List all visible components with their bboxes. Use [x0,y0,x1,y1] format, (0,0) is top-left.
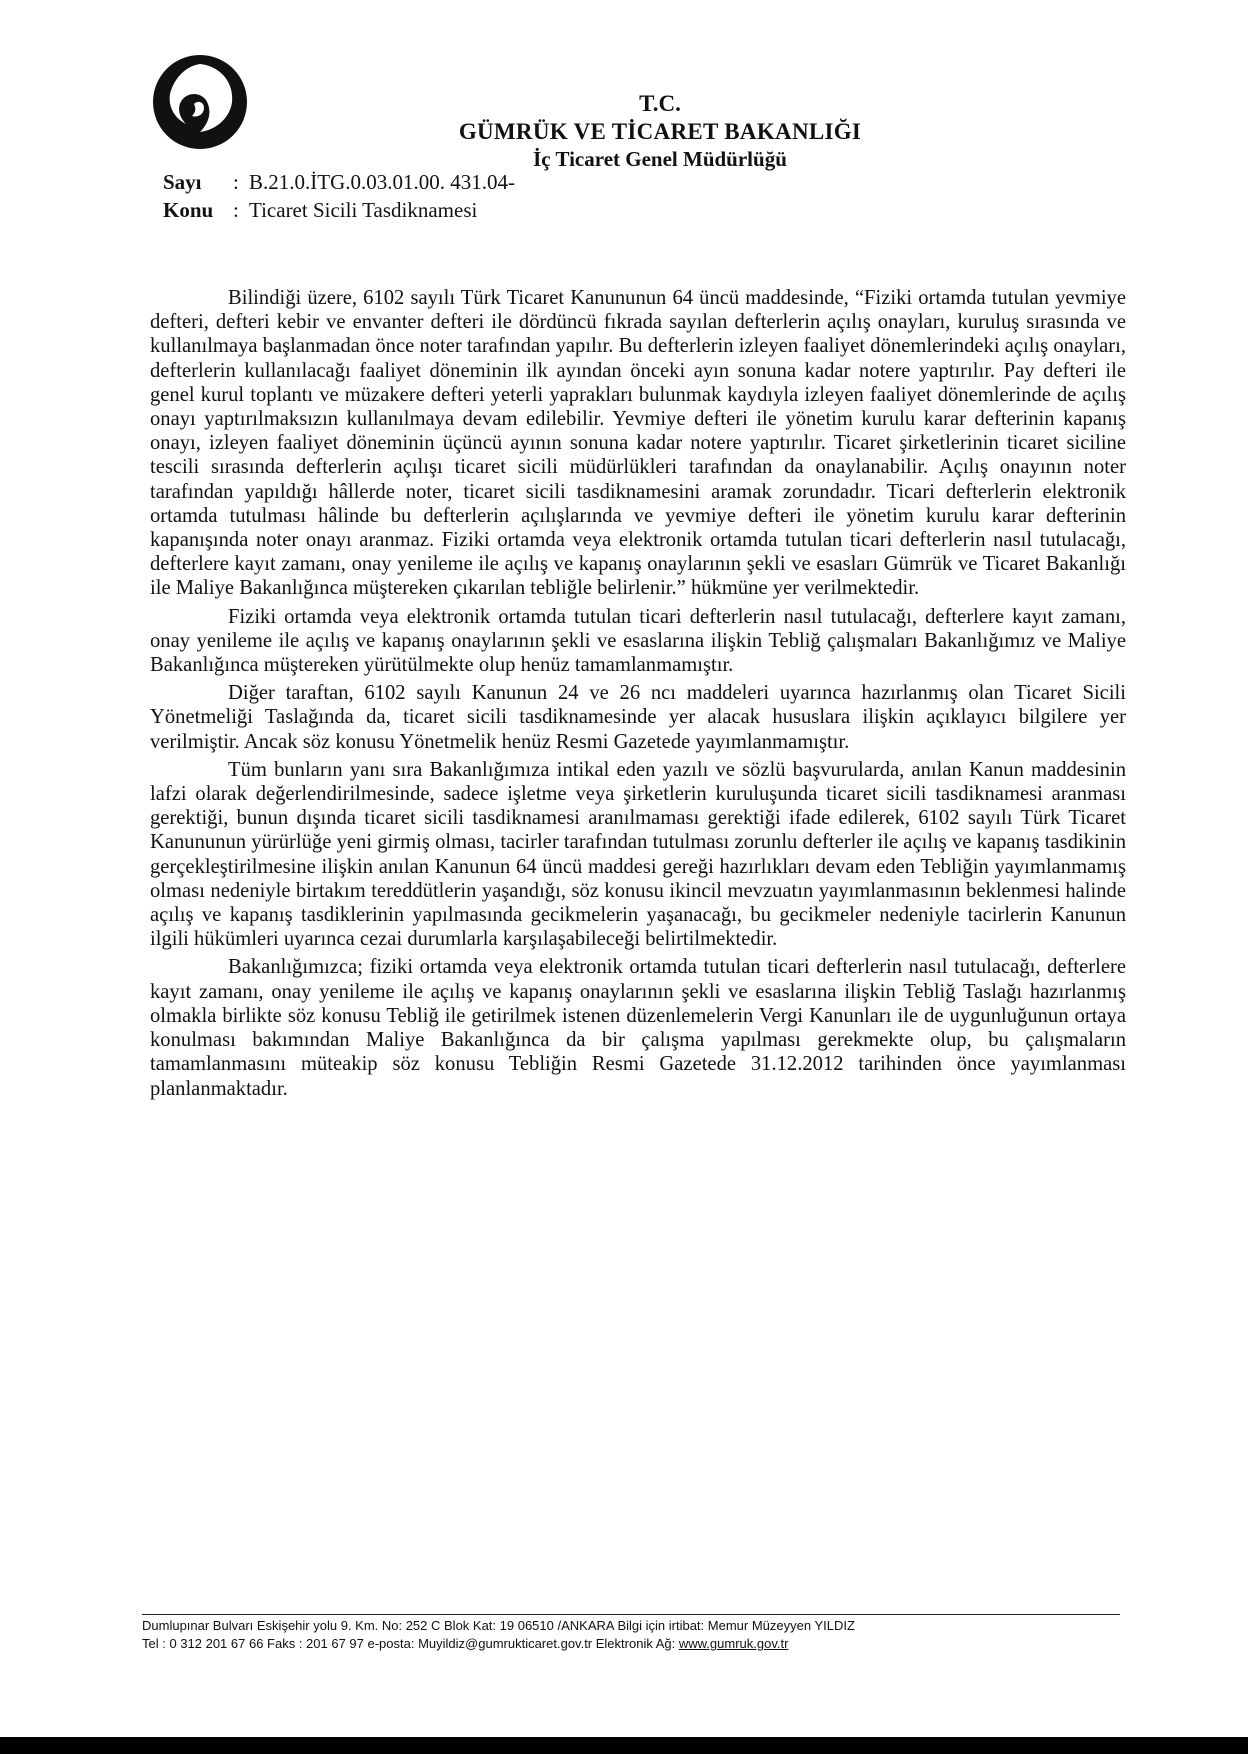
paragraph: Fiziki ortamda veya elektronik ortamda tutulan ticari defterlerin nasıl tutulacağı, defterlere kayıt zamanı, onay yenileme ile açılış ve kapanış onaylarının şekli ve esaslarına ilişkin Tebliğ çalışmaları Bakanlığımız ve Maliye Bakanlığınca müştereken yürütülmekte olup henüz tamamlanmamıştır. [150,605,1126,677]
footer-contact-text: Tel : 0 312 201 67 66 Faks : 201 67 97 e-posta: Muyildiz@gumrukticaret.gov.tr Elektronik Ağ: [142,1636,679,1651]
konu-label: Konu [163,198,214,222]
footer-address: Dumlupınar Bulvarı Eskişehir yolu 9. Km. No: 252 C Blok Kat: 19 06510 /ANKARA Bilgi için irtibat: Memur Müzeyyen YILDIZ [142,1618,855,1633]
letterhead [380,90,940,172]
sayi-value: B.21.0.İTG.0.03.01.00. 431.04- [249,170,515,194]
letter-body [150,286,1126,1105]
paragraph: Bilindiği üzere, 6102 sayılı Türk Ticaret Kanununun 64 üncü maddesinde, “Fiziki ortamda tutulan yevmiye defteri, defteri kebir ve envanter defteri ile dördüncü fıkrada sayılan defterlerin açılış onayları, kuruluş sırasında ve kullanılmaya başlanmadan önce noter tarafından yapılır. Bu defterlerin izleyen faaliyet dönemlerindeki açılış onayları, defterlerin kullanılacağı faaliyet döneminin ilk ayından önceki ayın sonuna kadar notere yaptırılır. Pay defteri ile genel kurul toplantı ve müzakere defteri yeterli yaprakları bulunmak kaydıyla izleyen faaliyet dönemlerinde de açılış onayı yaptırılmaksızın kullanılmaya devam edilebilir. Yevmiye defteri ile yönetim kurulu karar defterinin kapanış onayı, izleyen faaliyet döneminin üçüncü ayının sonuna kadar notere yaptırılır. Ticaret şirketlerinin ticaret siciline tescili sırasında defterlerin açılışı ticaret sicili müdürlükleri tarafından da onaylanabilir. Açılış onayının noter tarafından yapıldığı hâllerde noter, ticaret sicili tasdiknamesini aramak zorundadır. Ticari defterlerin elektronik ortamda tutulması hâlinde bu defterlerin açılışlarında ve yevmiye defteri ile yönetim kurulu karar defterinin kapanışında noter onayı aranmaz. Fiziki ortamda veya elektronik ortamda tutulan ticari defterlerin nasıl tutulacağı, defterlere kayıt zamanı, onay yenileme ile açılış ve kapanış onaylarının şekli ve esasları Gümrük ve Ticaret Bakanlığı ile Maliye Bakanlığınca müştereken çıkarılan tebliğle belirlenir.” hükmüne yer verilmektedir. [150,287,1126,600]
website-link[interactable]: www.gumruk.gov.tr [678,1636,789,1651]
ministry-name: GÜMRÜK VE TİCARET BAKANLIĞI [458,119,862,144]
konu-value: Ticaret Sicili Tasdiknamesi [249,198,478,222]
document-meta [163,168,515,224]
sayi-row [163,168,515,196]
paragraph: Bakanlığımızca; fiziki ortamda veya elektronik ortamda tutulan ticari defterlerin nasıl tutulacağı, defterlere kayıt zamanı, onay yenileme ile açılış ve kapanış onaylarının şekli ve esaslarına ilişkin Tebliğ Taslağı hazırlanmış olmakla birlikte söz konusu Tebliğ ile getirilmek istenen düzenlemelerin Vergi Kanunları ile de uygunluğunun ortaya konulması bakımından Maliye Bakanlığınca da bir çalışma yapılması gerekmekte olup, bu çalışmaların tamamlanmasını müteakip söz konusu Tebliğin Resmi Gazetede 31.12.2012 tarihinden önce yayımlanması planlanmaktadır. [150,956,1126,1100]
footer-contact [142,1635,1120,1653]
republic-abbreviation: T.C. [639,91,681,116]
paragraph: Diğer taraftan, 6102 sayılı Kanunun 24 ve 26 ncı maddeleri uyarınca hazırlanmış olan Ticaret Sicili Yönetmeliği Taslağında da, ticaret sicili tasdiknamesinde yer alacak hususlara ilişkin açıklayıcı bilgilere yer verilmiştir. Ancak söz konusu Yönetmelik henüz Resmi Gazetede yayımlanmamıştır. [150,682,1126,753]
footer [142,1614,1120,1653]
directorate-name: İç Ticaret Genel Müdürlüğü [533,147,787,171]
ministry-logo-icon [150,52,250,152]
sayi-label: Sayı [163,170,202,194]
konu-separator: : [233,198,239,222]
sayi-separator: : [233,170,239,194]
konu-row [163,196,515,224]
scan-border [0,1737,1248,1754]
paragraph: Tüm bunların yanı sıra Bakanlığımıza intikal eden yazılı ve sözlü başvurularda, anılan Kanun maddesinin lafzi olarak değerlendirilmesinde, sadece işletme veya şirketlerin kuruluşunda ticaret sicili tasdiknamesi aranması gerektiği, bunun dışında ticaret sicili tasdiknamesi aranılmaması gerektiği ifade edilerek, 6102 sayılı Türk Ticaret Kanununun yürürlüğe yeni girmiş olması, tacirler tarafından tutulması zorunlu defterler ile açılış ve kapanış tasdikinin gerçekleştirilmesine ilişkin anılan Kanunun 64 üncü maddesi gereği hazırlıkları devam eden Tebliğin yayımlanmamış olması nedeniyle birtakım tereddütlerin yaşandığı, söz konusu ikincil mevzuatın yayımlanmasının beklenmesi halinde açılış ve kapanış tasdiklerinin yapılmasında gecikmelerin yaşanacağı, bu gecikmeler nedeniyle tacirlerin Kanunun ilgili hükümleri uyarınca cezai durumlarla karşılaşabileceği belirtilmektedir. [150,758,1126,951]
footer-divider [142,1614,1120,1615]
